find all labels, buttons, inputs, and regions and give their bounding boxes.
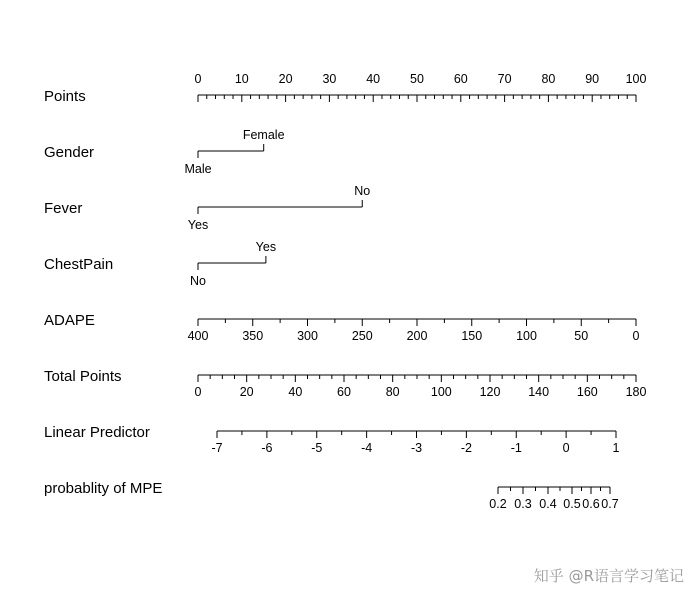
adape-tick-label: 50 — [574, 329, 589, 343]
row-label: ADAPE — [44, 312, 95, 329]
adape-tick-label: 400 — [187, 329, 209, 343]
row-label: ChestPain — [44, 256, 114, 273]
adape-tick-label: 0 — [632, 329, 640, 343]
total-points-tick-label: 20 — [239, 385, 254, 399]
points-tick-label: 60 — [453, 72, 468, 86]
linear-predictor-tick-label: 0 — [562, 441, 570, 455]
total-points-tick-label: 0 — [194, 385, 202, 399]
chestpain-level-label: Yes — [255, 240, 277, 254]
row-label: Linear Predictor — [44, 424, 150, 441]
linear-predictor-tick-label: -6 — [261, 441, 273, 455]
total-points-tick-label: 120 — [479, 385, 501, 399]
points-tick-label: 0 — [194, 72, 202, 86]
points-tick-label: 80 — [541, 72, 556, 86]
probability-tick-label: 0.5 — [563, 497, 581, 511]
total-points-tick-label: 60 — [337, 385, 351, 399]
linear-predictor-tick-label: 1 — [612, 441, 620, 455]
gender-level-label: Male — [184, 162, 212, 176]
total-points-tick-label: 160 — [576, 385, 598, 399]
points-tick-label: 90 — [585, 72, 600, 86]
points-tick-label: 100 — [625, 72, 647, 86]
row-label: Fever — [44, 200, 83, 217]
probability-tick-label: 0.2 — [489, 497, 507, 511]
points-tick-label: 40 — [366, 72, 381, 86]
probability-tick-label: 0.7 — [601, 497, 619, 511]
points-tick-label: 70 — [497, 72, 512, 86]
linear-predictor-tick-label: -1 — [510, 441, 522, 455]
linear-predictor-tick-label: -5 — [311, 441, 323, 455]
fever-level-label: No — [354, 184, 371, 198]
linear-predictor-tick-label: -4 — [361, 441, 373, 455]
linear-predictor-tick-label: -2 — [460, 441, 472, 455]
fever-level-label: Yes — [187, 218, 209, 232]
linear-predictor-tick-label: -7 — [211, 441, 223, 455]
row-label: Total Points — [44, 368, 122, 385]
points-tick-label: 50 — [410, 72, 424, 86]
probability-tick-label: 0.3 — [514, 497, 532, 511]
points-tick-label: 10 — [234, 72, 249, 86]
watermark: 知乎 @R语言学习笔记 — [533, 567, 684, 585]
adape-tick-label: 350 — [242, 329, 264, 343]
adape-tick-label: 300 — [297, 329, 318, 343]
row-label: Points — [44, 88, 86, 105]
total-points-tick-label: 100 — [430, 385, 452, 399]
total-points-tick-label: 140 — [528, 385, 550, 399]
total-points-tick-label: 40 — [288, 385, 303, 399]
total-points-tick-label: 180 — [625, 385, 647, 399]
row-label: probablity of MPE — [44, 480, 163, 497]
linear-predictor-tick-label: -3 — [410, 441, 423, 455]
points-tick-label: 20 — [278, 72, 293, 86]
adape-tick-label: 250 — [351, 329, 373, 343]
total-points-tick-label: 80 — [385, 385, 400, 399]
gender-level-label: Female — [242, 128, 285, 142]
probability-tick-label: 0.4 — [539, 497, 557, 511]
points-tick-label: 30 — [322, 72, 337, 86]
probability-tick-label: 0.6 — [582, 497, 600, 511]
adape-tick-label: 200 — [406, 329, 428, 343]
adape-tick-label: 100 — [516, 329, 537, 343]
row-label: Gender — [44, 144, 95, 161]
adape-tick-label: 150 — [461, 329, 483, 343]
chestpain-level-label: No — [190, 274, 206, 288]
